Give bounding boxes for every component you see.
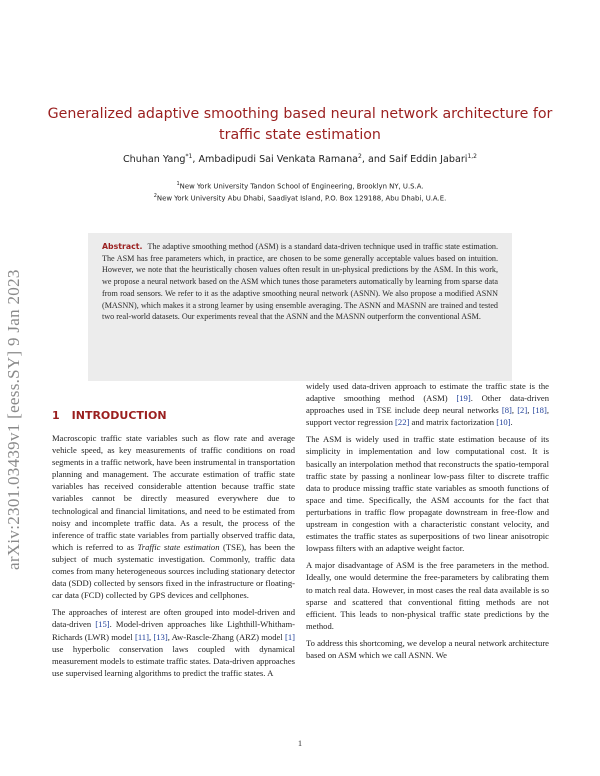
author-superscript: 2 <box>358 153 362 160</box>
paragraph-text: use hyperbolic conservation laws coupled with dynamical measurement models to estimate traffic states. Data-driven approaches use supervised learning algorithms to predict the traffic states. A <box>52 643 295 678</box>
paragraph-text: , support vector regression <box>306 405 549 428</box>
paragraph: A major disadvantage of ASM is the free parameters in the method. Ideally, one would determine the free-parameters by calibrating them to match real data. However, in most cases the real data available is so sparse and scattered that conventional fitting methods are not efficient. This leads to non-physical traffic state predictions by the method. <box>306 560 549 631</box>
citation-link[interactable]: [2] <box>517 405 528 416</box>
section-heading <box>52 409 167 422</box>
citation-link[interactable]: [13] <box>153 631 168 642</box>
author-superscript: *1 <box>185 153 193 160</box>
affiliation-text: New York University Abu Dhabi, Saadiyat Island, P.O. Box 129188, Abu Dhabi, U.A.E. <box>156 194 447 203</box>
citation-link[interactable]: [10] <box>496 417 511 428</box>
author-list <box>40 153 560 165</box>
paragraph: To address this shortcoming, we develop a neural network architecture based on ASM which we call ASNN. We <box>306 637 549 660</box>
citation-link[interactable]: [19] <box>456 393 471 404</box>
paragraph <box>306 380 549 428</box>
paragraph-text: and matrix factorization <box>409 417 497 428</box>
abstract-body <box>102 241 498 323</box>
arxiv-identifier: arXiv:2301.03439v1 [eess.SY] 9 Jan 2023 <box>4 269 23 570</box>
paragraph-text: (TSE), has been the subject of much systematic investigation. Commonly, traffic data comes from many heterogeneous sources including stationary detector data (SDD) collected by sensors fixed in the infrastructure or floating-car data (FCD) collected by GPS devices and cellphones. <box>52 541 295 601</box>
abstract-label: Abstract. <box>102 242 143 251</box>
paragraph-text: , <box>511 405 518 416</box>
left-column <box>52 432 295 684</box>
paragraph-text: , <box>527 405 533 416</box>
paragraph: The ASM is widely used in traffic state estimation because of its simplicity in implementation and low computational cost. It is basically an interpolation method that reconstructs the spatio-temporal traffic state by passing a nonlinear low-pass filter to discrete traffic data to produce missing traffic state variables as smooth functions of space and time. Specifically, the ASM accounts for the fact that perturbations in traffic flow propagate downstream in free-flow and upstream in congestion with a characteristic constant velocity, and estimates the traffic states as superpositions of two linear anisotropic lowpass filters with an adaptive weight factor. <box>306 434 549 554</box>
author-name: Chuhan Yang <box>122 154 186 166</box>
paragraph-text: . <box>510 417 513 428</box>
author-superscript: 1,2 <box>467 153 477 160</box>
affiliation-superscript: 1 <box>176 181 180 187</box>
paper-title: Generalized adaptive smoothing based neural network architecture for traffic state estimation <box>47 106 553 143</box>
section-number: 1 <box>52 409 60 422</box>
paragraph <box>52 606 295 679</box>
affiliation-2 <box>40 193 560 202</box>
affiliation-1 <box>40 181 560 190</box>
affiliation-text: New York University Tandon School of Engineering, Brooklyn NY, U.S.A. <box>179 182 424 191</box>
paragraph-text: . Model-driven approaches like Lighthill-Whitham-Richards (LWR) model <box>52 619 295 642</box>
paragraph-text: . Other data-driven approaches used in TSE include deep neural networks <box>306 393 549 416</box>
paragraph-text: The approaches of interest are often grouped into model-driven and data-driven <box>52 607 295 630</box>
emphasized-term: Traffic state estimation <box>137 541 220 552</box>
affiliation-superscript: 2 <box>153 193 157 199</box>
paragraph-text: , <box>148 631 154 642</box>
citation-link[interactable]: [1] <box>284 631 296 642</box>
author-name: , and Saif Eddin Jabari <box>361 154 468 166</box>
citation-link[interactable]: [22] <box>395 417 410 428</box>
paragraph-text: , Aw-Rascle-Zhang (ARZ) model <box>167 631 285 642</box>
abstract-box <box>88 233 512 381</box>
citation-link[interactable]: [18] <box>532 405 547 416</box>
citation-link[interactable]: [15] <box>95 619 110 630</box>
section-title: INTRODUCTION <box>71 409 167 422</box>
author-name: , Ambadipudi Sai Venkata Ramana <box>192 154 359 166</box>
right-column <box>306 380 549 666</box>
citation-link[interactable]: [8] <box>501 405 512 416</box>
paragraph-text: Macroscopic traffic state variables such as flow rate and average vehicle speed, as key measurements of traffic conditions on road segments in a traffic network, have been instrumental in transportation planning and management. The accurate estimation of traffic state variables has received considerable attention because traffic state variables cannot be directly measured everywhere due to technological and financial limitations, and need to be estimated from noisy and incomplete traffic data. As a result, the process of the inference of traffic state variables from partially observed traffic data, which is referred to as <box>52 433 295 552</box>
paragraph-text: widely used data-driven approach to estimate the traffic state is the adaptive smoothing method (ASM) <box>306 381 549 404</box>
abstract-text: The adaptive smoothing method (ASM) is a standard data-driven technique used in traffic state estimation. The ASM has free parameters which, in practice, are chosen to be some generally acceptable values based on intuition. However, we note that the heuristically chosen values often result in un-physical predictions by the ASM. In this work, we propose a neural network based on the ASM which tunes those parameters automatically by learning from sparse data from road sensors. We refer to it as the adaptive smoothing neural network (ASNN). We also propose a modified ASNN (MASNN), which makes it a strong learner by using ensemble averaging. The ASNN and MASNN are trained and tested two real-world datasets. Our experiments reveal that the ASNN and the MASNN outperform the conventional ASM. <box>102 242 498 322</box>
citation-link[interactable]: [11] <box>134 631 149 642</box>
paragraph <box>52 432 295 601</box>
page-number: 1 <box>297 738 303 748</box>
